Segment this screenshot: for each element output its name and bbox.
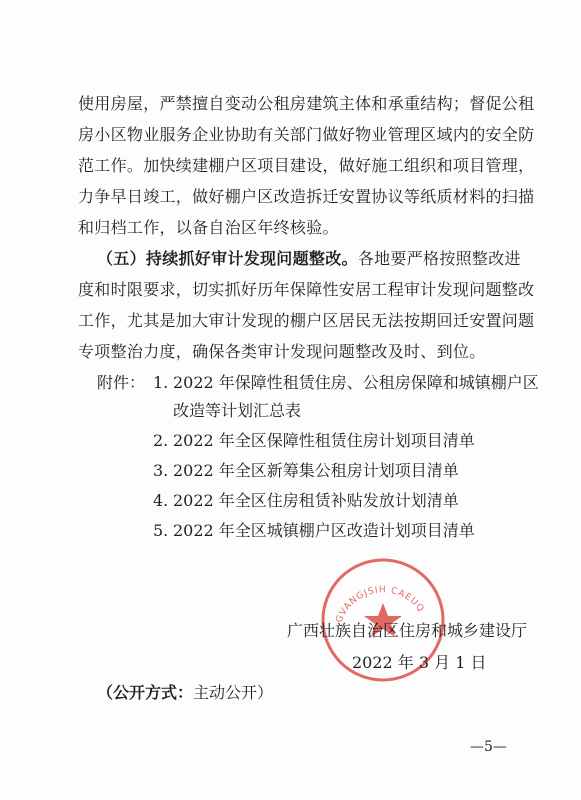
attachment-number: 5. — [153, 521, 169, 540]
attachment-number: 4. — [153, 491, 169, 510]
body-line: 和归档工作，以备自治区年终核验。 — [78, 218, 339, 237]
body-line: 使用房屋，严禁擅自变动公租房建筑主体和承重结构；督促公租 — [78, 94, 535, 113]
section-5-line: 工作，尤其是加大审计发现的棚户区居民无法按期回迁安置问题 — [78, 311, 535, 330]
attachment-item — [153, 491, 459, 511]
issuing-organization: 广西壮族自治区住房和城乡建设厅 — [287, 621, 528, 640]
disclosure-label: （公开方式： — [97, 683, 194, 702]
attachment-title: 2022 年全区新筹集公租房计划项目清单 — [173, 461, 459, 480]
attachment-number: 1. — [153, 373, 169, 392]
attachment-title: 2022 年全区保障性租赁住房计划项目清单 — [173, 431, 475, 450]
attachment-item — [153, 521, 475, 541]
body-line: 力争早日竣工，做好棚户区改造拆迁安置协议等纸质材料的扫描 — [78, 187, 535, 206]
attachment-item — [153, 461, 459, 481]
body-line: 房小区物业服务企业协助有关部门做好物业管理区域内的安全防 — [78, 125, 535, 144]
disclosure-value: 主动公开） — [193, 683, 274, 702]
attachment-item — [153, 373, 539, 393]
issue-date: 2022 年 3 月 1 日 — [352, 653, 487, 672]
section-5-text: 各地要严格按照整改进 — [357, 249, 521, 268]
body-line: 范工作。加快续建棚户区项目建设，做好施工组织和项目管理， — [78, 156, 535, 175]
section-5-line: 专项整治力度，确保各类审计发现问题整改及时、到位。 — [78, 342, 486, 361]
section-5-line: 度和时限要求，切实抓好历年保障性安居工程审计发现问题整改 — [78, 280, 535, 299]
attachment-title: 2022 年保障性租赁住房、公租房保障和城镇棚户区 — [173, 373, 539, 392]
disclosure-method — [97, 683, 273, 703]
attachments-label: 附件： — [97, 373, 146, 392]
attachment-number: 3. — [153, 461, 169, 480]
attachment-title-continuation: 改造等计划汇总表 — [173, 401, 302, 420]
attachment-title: 2022 年全区住房租赁补贴发放计划清单 — [173, 491, 459, 510]
seal-arc-text: GVANGJSIH CAEUQ — [334, 585, 426, 625]
page-number: —5— — [470, 739, 507, 755]
section-5-heading: （五）持续抓好审计发现问题整改。 — [97, 249, 358, 268]
section-5-first-line — [97, 249, 521, 269]
attachment-item — [153, 431, 475, 451]
attachment-number: 2. — [153, 431, 169, 450]
attachment-title: 2022 年全区城镇棚户区改造计划项目清单 — [173, 521, 475, 540]
